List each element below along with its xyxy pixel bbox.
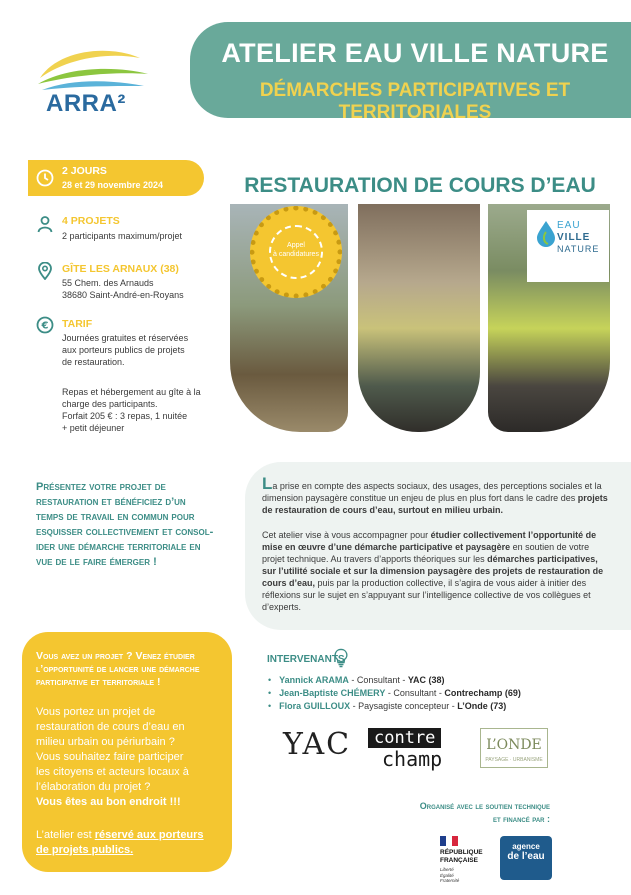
clock-icon [36,169,54,187]
intervenant-role: - Consultant - [348,675,408,685]
photo-title: RESTAURATION DE COURS D’EAU [244,174,596,197]
intervenants-title: INTERVENANTS [267,654,345,665]
desc-p2-c: en soutien de votre projet technique. Au travers d’apports théoriques sur les [262,542,590,564]
intervenant-name: Jean-Baptiste CHÉMERY [279,688,386,698]
callout-body-line6: l’élaboration du projet ? [36,781,151,793]
intervenant-item [268,701,506,711]
person-icon [36,215,54,233]
tarif-line5: charge des participants. [62,399,158,409]
description-paragraph-2 [262,529,612,613]
euro-icon [36,316,54,334]
pitch-line6: vue de le faire émerger ! [36,556,157,568]
intervenant-name: Yannick ARAMA [279,675,349,685]
desc-p2-d: démarches participatives, [487,554,598,564]
evn-line2: VILLE [557,232,591,243]
projects-title: 4 PROJETS [62,215,120,227]
rf-line2: FRANÇAISE [440,857,478,864]
intervenant-org: YAC (38) [407,675,445,685]
yac-logo-text: YAC [283,727,352,762]
date-title: 2 JOURS [62,165,107,177]
drop-cap: L [262,474,273,493]
eau-ville-nature-logo [527,210,609,282]
marianne-flag-icon [440,836,458,846]
callout-body [36,705,224,810]
place-title: GÎTE LES ARNAUX (38) [62,263,179,275]
badge-text [265,241,327,259]
callout-foot-a: L’atelier est [36,829,92,841]
intervenant-org: Contrechamp (69) [444,688,521,698]
callout-body-line5: les citoyens et acteurs locaux à [36,766,189,778]
evn-line1: EAU [557,220,581,231]
tarif-line6: Forfait 205 € : 3 repas, 1 nuitée [62,411,188,421]
pitch-text [36,480,234,570]
tarif-line3: de restauration. [62,357,125,367]
organised-by-text [330,800,550,826]
description-paragraph-1 [262,474,612,516]
page-title: ATELIER EAU VILLE NATURE [221,38,609,68]
bullet-icon: • [268,688,272,698]
tarif-line7: + petit déjeuner [62,423,125,433]
photo-river-middle [358,202,480,432]
pitch-line2: restauration et bénéficiez d’un [36,496,186,508]
intervenant-role: - Paysagiste concepteur - [350,701,458,711]
badge-line2: à candidatures [273,251,319,258]
londe-logo [480,728,548,768]
callout-title-line2: l’opportunité de lancer une démarche [36,663,200,675]
callout-foot-b: réservé aux porteurs [94,829,204,841]
tarif-title: TARIF [62,318,93,330]
pitch-line4: esquisser collectivement et consol- [36,526,214,538]
desc-p2-e: sur l’utilité sociale et sur la dimension paysagère des projets de restauration de cours d’eau, [262,566,604,588]
date-text: 28 et 29 novembre 2024 [62,180,164,190]
evn-line3: NATURE [557,244,600,254]
photo-collage [230,162,610,432]
desc-p2-f: puis par la production collective, il s’agira de vous aider à initier des réflexions sur le sujet en s’appuyant sur l’intelligence collective de vos collègues et d’experts. [262,578,591,612]
agence-line2: de l’eau [507,851,545,862]
rf-line4: Égalité [440,872,454,878]
projects-text: 2 participants maximum/projet [62,231,183,241]
callout-body-line3: milieu urbain ou périurbain ? [36,736,175,748]
intervenant-role: - Consultant - [385,688,445,698]
page-subtitle: DÉMARCHES PARTICIPATIVES ET TERRITORIALES [259,80,571,123]
tarif-line2: aux porteurs publics de projets [62,345,185,355]
callout-body-line7: Vous êtes au bon endroit !!! [36,796,181,808]
pitch-line5: ider une démarche territoriale en [36,541,201,553]
bullet-icon: • [268,701,272,711]
rf-line1: RÉPUBLIQUE [440,849,483,856]
pitch-line3: temps de travail en commun pour [36,511,195,523]
place-line1: 55 Chem. des Arnauds [62,278,154,288]
contrechamp-logo-line1: contre [368,728,441,748]
arra-swoosh-icon [28,40,158,90]
appel-candidatures-badge [250,206,342,298]
callout-title-line3: participative et territoriale ! [36,676,161,688]
callout-foot-c: de projets publics. [36,844,134,856]
org-line2: et financé par : [492,814,550,824]
desc-p1-bold: projets de restauration de cours d’eau, surtout en milieu urbain. [262,493,608,515]
callout-body-line2: restauration de cours d’eau en [36,721,185,733]
intervenant-item [268,675,445,685]
pitch-line1: Présentez votre projet de [36,481,166,493]
org-line1: Organisé avec le soutien technique [419,801,550,811]
agence-line1: agence [512,842,540,851]
rf-line3: Liberté [440,867,454,872]
intervenant-org: L’Onde (73) [457,701,507,711]
date-pill [28,160,204,196]
place-line2: 38680 Saint-André-en-Royans [62,290,184,300]
lightbulb-icon [333,648,349,668]
callout-body-line1: Vous portez un projet de [36,706,156,718]
tarif-line4: Repas et hébergement au gîte à la [62,387,201,397]
rf-line5: Fraternité [440,878,460,883]
yac-logo [283,725,351,765]
bullet-icon: • [268,675,272,685]
londe-logo-subtext: PAYSAGE · URBANISME [485,757,543,763]
intervenant-name: Flora GUILLOUX [279,701,351,711]
agence-de-leau-logo [500,836,552,880]
desc-p2-b: étudier collectivement l’opportunité de mise en œuvre d’une démarche participative et paysagère [262,530,597,552]
callout-footer [36,828,224,858]
intervenant-item [268,688,521,698]
callout-title-line1: Vous avez un projet ? Venez étudier [36,650,195,662]
water-drop-icon [535,220,557,248]
callout-body-line4: Vous souhaitez faire participer [36,751,184,763]
badge-line1: Appel [287,242,305,249]
londe-logo-text: L’ONDE [486,737,542,753]
callout-title [36,650,224,689]
tarif-line1: Journées gratuites et réservées [62,333,189,343]
arra-logo [28,40,158,120]
svg-text:€: € [41,320,49,332]
arra-logo-text: ARRA² [46,90,126,117]
contrechamp-logo-line2: champ [382,747,443,771]
republique-francaise-logo [438,836,488,886]
desc-p2-a: Cet atelier vise à vous accompagner pour [262,530,429,540]
contrechamp-logo [368,728,458,770]
location-pin-icon [36,262,54,280]
desc-p1-text: a prise en compte des aspects sociaux, des usages, des perceptions sociales et la dimension paysagère constitue un enjeu de plus en plus fort dans le cadre des [262,481,602,503]
